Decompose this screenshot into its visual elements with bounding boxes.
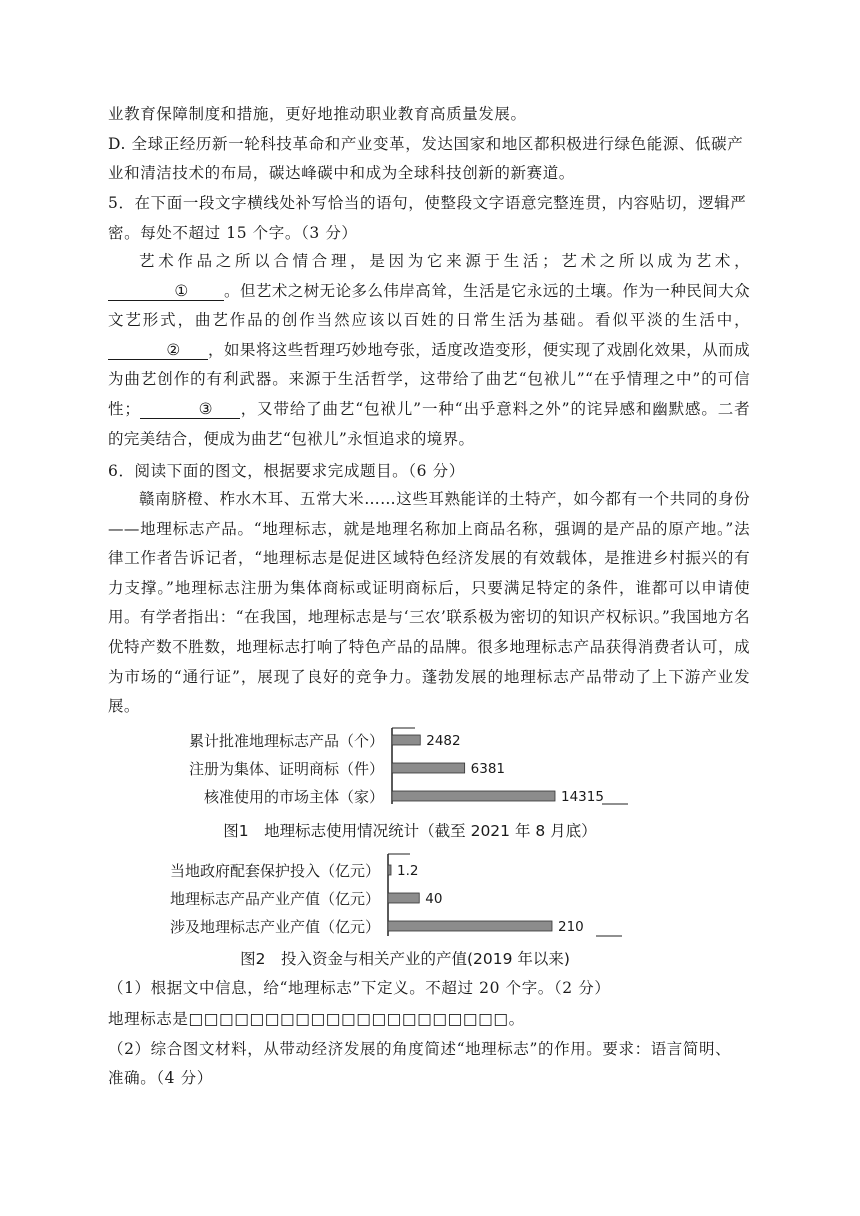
question-5-passage bbox=[108, 247, 750, 454]
category-label: 涉及地理标志产业产值（亿元） bbox=[169, 918, 380, 936]
blank-3[interactable]: ③ bbox=[140, 400, 240, 419]
chart-title: 图2 投入资金与相关产业的产值(2019 年以来) bbox=[240, 950, 570, 968]
sub-question-2: （2）综合图文材料，从带动经济发展的角度简述“地理标志”的作用。要求：语言简明、 bbox=[108, 1040, 732, 1058]
category-label: 累计批准地理标志产品（个） bbox=[188, 732, 384, 750]
figure-2 bbox=[0, 850, 860, 972]
data-label: 2482 bbox=[426, 733, 461, 749]
question-5-header: 5．在下面一段文字横线处补写恰当的语句，使整段文字语意完整连贯，内容贴切，逻辑严 bbox=[108, 194, 747, 212]
figure-1 bbox=[0, 722, 860, 840]
bar bbox=[388, 921, 552, 931]
figure-2-chart bbox=[0, 850, 860, 972]
data-label: 210 bbox=[558, 919, 584, 935]
text-line: 业教育保障制度和措施，更好地推动职业教育高质量发展。 bbox=[108, 105, 527, 123]
figure-1-marks bbox=[189, 732, 604, 806]
answer-boxes-line[interactable]: 地理标志是□□□□□□□□□□□□□□□□□□□□□。 bbox=[108, 1010, 525, 1028]
option-d-line: D. 全球正经历新一轮科技革命和产业变革，发达国家和地区都积极进行绿色能源、低碳产 bbox=[108, 135, 744, 153]
sub-question-2-cont: 准确。（4 分） bbox=[108, 1069, 213, 1087]
passage-text: ，如果将这些哲理巧妙地夸张，适度改造变形，便实现了戏剧化效果，从而成为曲艺创作的有利武器。来源于生活哲学，这带给了曲艺“包袱儿”“在乎情理之中”的可信性； bbox=[108, 340, 750, 418]
data-label: 40 bbox=[425, 891, 443, 907]
bar bbox=[388, 893, 419, 903]
bar bbox=[392, 763, 465, 773]
category-label: 注册为集体、证明商标（件） bbox=[188, 760, 384, 778]
question-6-header: 6．阅读下面的图文，根据要求完成题目。（6 分） bbox=[108, 462, 465, 480]
text-line: 业和清洁技术的布局，碳达峰碳中和成为全球科技创新的新赛道。 bbox=[108, 164, 575, 182]
category-label: 核准使用的市场主体（家） bbox=[203, 788, 384, 806]
category-label: 地理标志产品产业产值（亿元） bbox=[169, 890, 380, 908]
bar bbox=[392, 791, 555, 801]
passage-text: ，又带给了曲艺“包袱儿”一种“出乎意料之外”的诧异感和幽默感。二者的完美结合，便成为曲艺“包袱儿”永恒追求的境界。 bbox=[108, 399, 750, 448]
data-label: 6381 bbox=[470, 761, 506, 777]
bar bbox=[392, 735, 420, 745]
bar bbox=[388, 865, 391, 875]
passage-text: 艺术作品之所以合情合理，是因为它来源于生活；艺术之所以成为艺术， bbox=[139, 252, 750, 270]
blank-1[interactable]: ① bbox=[108, 282, 224, 301]
category-label: 当地政府配套保护投入（亿元） bbox=[169, 862, 380, 880]
blank-2[interactable]: ② bbox=[108, 341, 208, 360]
figure-1-chart bbox=[0, 722, 860, 840]
sub-question-1: （1）根据文中信息，给“地理标志”下定义。不超过 20 个字。（2 分） bbox=[108, 979, 611, 997]
chart-title: 图1 地理标志使用情况统计（截至 2021 年 8 月底） bbox=[223, 822, 597, 840]
data-label: 1.2 bbox=[397, 863, 419, 879]
question-6-passage: 赣南脐橙、柞水木耳、五常大米……这些耳熟能详的土特产，如今都有一个共同的身份——地理标志产品。“地理标志，就是地理名称加上商品名称，强调的是产品的原产地。”法律工作者告诉记者，“地理标志是促进区域特色经济发展的有效载体，是推进乡村振兴的有力支撑。”地理标志注册为集体商标或证明商标后，只要满足特定的条件，谁都可以申请使用。有学者指出：“在我国，地理标志是与‘三农’联系极为密切的知识产权标识。”我国地方名优特产数不胜数，地理标志打响了特色产品的品牌。很多地理标志产品获得消费者认可，成为市场的“通行证”，展现了良好的竞争力。蓬勃发展的地理标志产品带动了上下游产业发展。 bbox=[108, 490, 750, 716]
passage-text: 。但艺术之树无论多么伟岸高耸，生活是它永远的土壤。作为一种民间大众文艺形式，曲艺作品的创作当然应该以百姓的日常生活为基础。看似平淡的生活中， bbox=[108, 281, 750, 330]
data-label: 14315 bbox=[561, 789, 604, 805]
figure-2-marks bbox=[170, 862, 584, 936]
question-5-header-cont: 密。每处不超过 15 个字。（3 分） bbox=[108, 224, 358, 242]
